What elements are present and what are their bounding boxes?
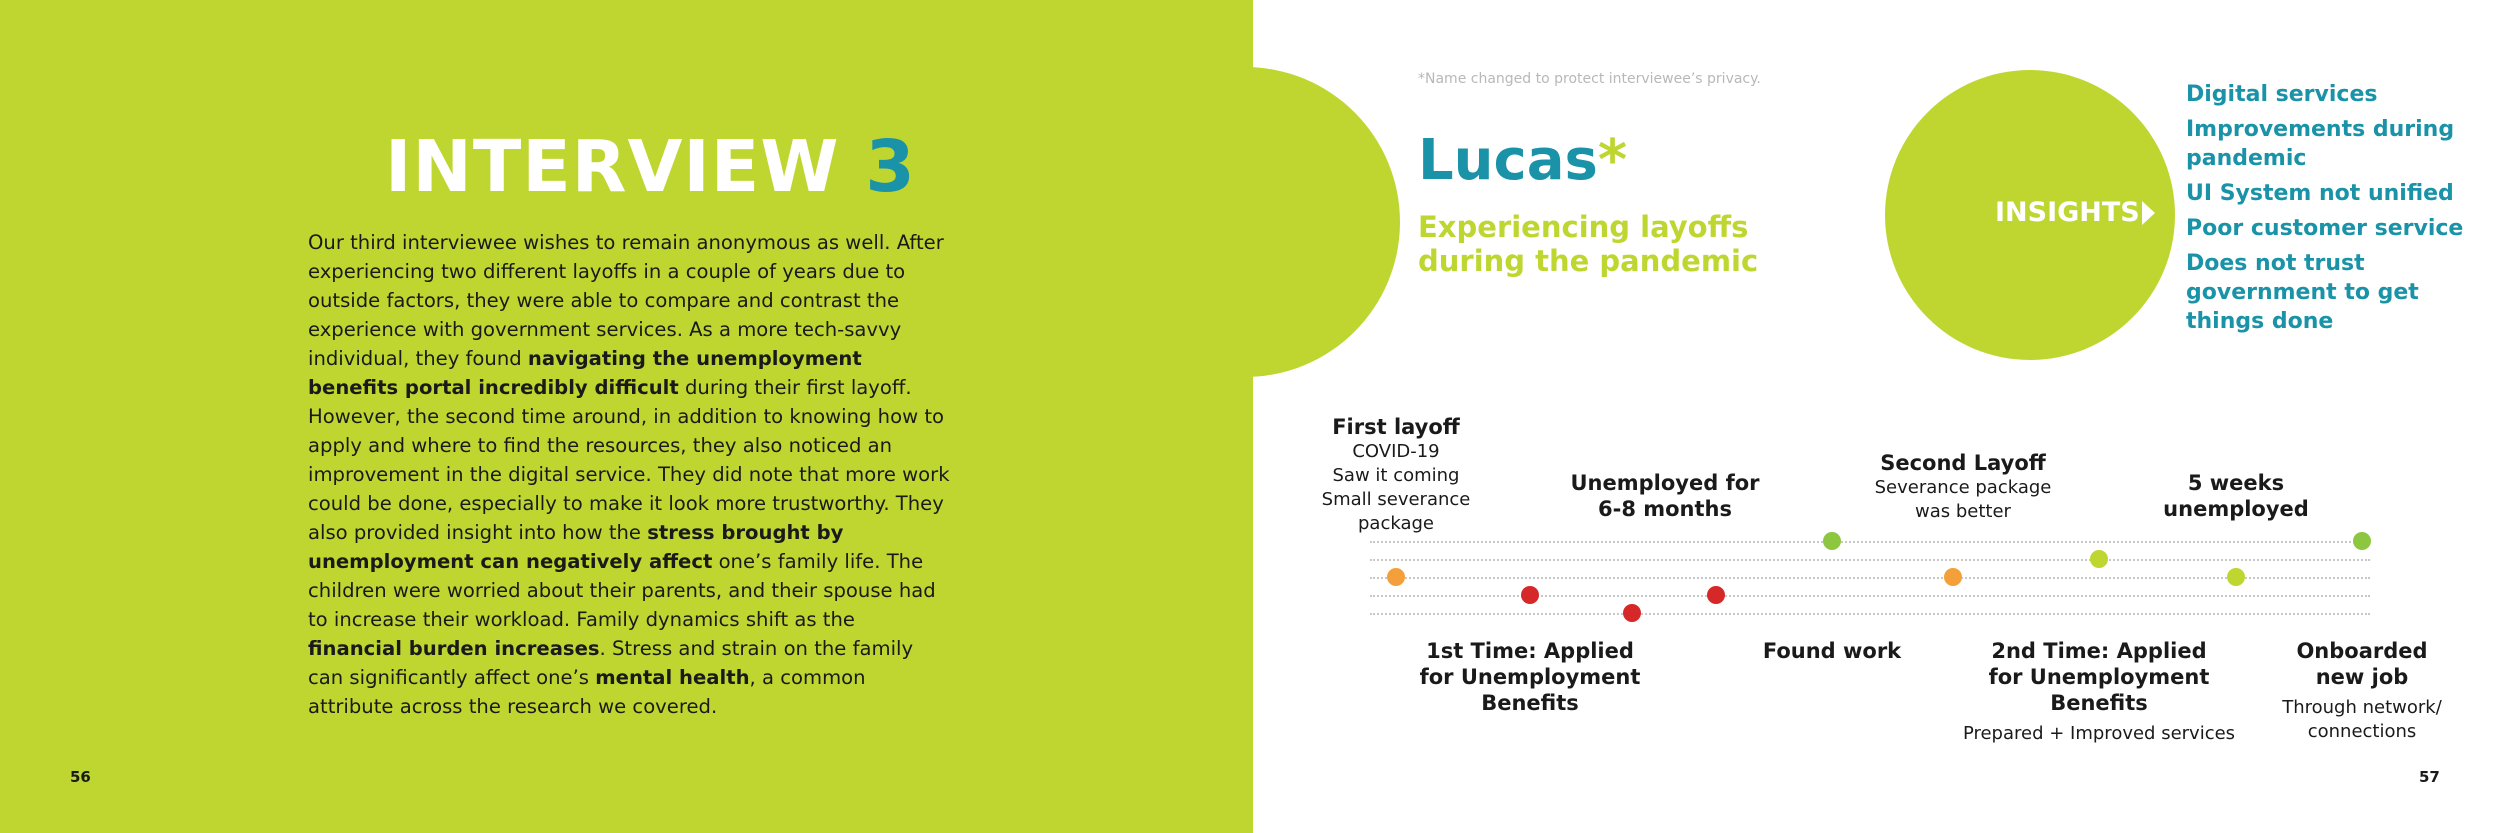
timeline-dot xyxy=(2353,532,2371,550)
emphasis-text: stress brought by unemployment can negatively affect xyxy=(308,521,844,573)
timeline-event-label xyxy=(1875,450,2052,524)
timeline-event-label xyxy=(1571,470,1760,522)
page-number-left: 56 xyxy=(70,768,91,786)
decorative-circle xyxy=(1090,67,1400,377)
insight-item: Does not trust government to get things done xyxy=(2186,251,2419,334)
timeline-dot xyxy=(1707,586,1725,604)
timeline-dot xyxy=(2090,550,2108,568)
insight-item: Digital services xyxy=(2186,82,2378,107)
insights-list xyxy=(2186,80,2486,342)
interview-summary-paragraph xyxy=(308,228,954,721)
timeline-dotted-line xyxy=(1370,541,2370,543)
timeline-dotted-line xyxy=(1370,613,2370,615)
timeline-dot xyxy=(2227,568,2245,586)
timeline-event-title: 1st Time: Applied for Unemployment Benefits xyxy=(1419,639,1641,715)
timeline-event-title: First layoff xyxy=(1332,415,1460,439)
timeline-event-title: Unemployed for 6-8 months xyxy=(1570,471,1760,521)
body-text-segment: during their first layoff. However, the second time around, in addition to knowing how to apply and where to find the resources, they also noticed an improvement in the digital service. They did note that more work could be done, especially to make it look more trustworthy. They also provided insight into how the xyxy=(308,376,950,544)
body-text-segment: Our third interviewee wishes to remain anonymous as well. After experiencing two different layoffs in a couple of years due to outside factors, they were able to compare and contrast the experience with government services. As a more tech-savvy individual, they found xyxy=(308,231,944,370)
timeline-event-title: 5 weeks unemployed xyxy=(2163,471,2309,521)
emphasis-text: navigating the unemployment benefits portal incredibly difficult xyxy=(308,347,862,399)
timeline-event-title: Onboarded new job xyxy=(2296,639,2428,689)
page-title xyxy=(385,125,916,208)
timeline-event-label xyxy=(1322,414,1471,536)
body-text-segment: one’s family life. The children were worried about their parents, and their spouse had to increase their workload. Family dynamics shift as the xyxy=(308,550,936,631)
name-text: Lucas xyxy=(1418,128,1598,193)
title-number: 3 xyxy=(865,125,916,208)
body-text-segment: , a common attribute across the research we covered. xyxy=(308,666,866,718)
insights-label: INSIGHTS xyxy=(1995,197,2140,228)
title-text: INTERVIEW xyxy=(385,125,840,208)
timeline-event-label xyxy=(1420,638,1641,716)
timeline-event-label xyxy=(2163,470,2309,522)
play-arrow-icon xyxy=(2142,201,2155,225)
emphasis-text: mental health xyxy=(595,666,750,689)
timeline-event-label xyxy=(2282,638,2442,744)
timeline-event-detail: Severance package was better xyxy=(1874,477,2052,522)
timeline-dot xyxy=(1387,568,1405,586)
timeline-event-title: Second Layoff xyxy=(1880,451,2046,475)
body-text-segment: . Stress and strain on the family can significantly affect one’s xyxy=(308,637,914,689)
timeline-event-title: Found work xyxy=(1762,639,1902,663)
timeline-dotted-line xyxy=(1370,577,2370,579)
timeline-dotted-line xyxy=(1370,559,2370,561)
timeline-event-title: 2nd Time: Applied for Unemployment Benefits xyxy=(1988,639,2210,715)
privacy-note: *Name changed to protect interviewee’s privacy. xyxy=(1418,71,1761,87)
emphasis-text: financial burden increases xyxy=(308,637,600,660)
timeline-dot xyxy=(1823,532,1841,550)
insight-item: Poor customer service xyxy=(2186,216,2464,241)
timeline-event-detail: COVID-19 Saw it coming Small severance package xyxy=(1321,441,1471,534)
interviewee-name xyxy=(1418,128,1627,193)
insight-item: UI System not unified xyxy=(2186,181,2454,206)
insight-item: Improvements during pandemic xyxy=(2186,117,2455,171)
timeline-event-detail: Prepared + Improved services xyxy=(1962,723,2236,744)
timeline-dot xyxy=(1944,568,1962,586)
interviewee-subtitle: Experiencing layoffs during the pandemic xyxy=(1418,210,1759,278)
name-asterisk: * xyxy=(1597,128,1628,193)
timeline-event-detail: Through network/ connections xyxy=(2282,697,2442,742)
timeline-event-label xyxy=(1763,638,1901,664)
timeline-event-label xyxy=(1963,638,2235,746)
timeline-dot xyxy=(1623,604,1641,622)
timeline-dotted-line xyxy=(1370,595,2370,597)
page-number-right: 57 xyxy=(2419,768,2440,786)
timeline-dot xyxy=(1521,586,1539,604)
